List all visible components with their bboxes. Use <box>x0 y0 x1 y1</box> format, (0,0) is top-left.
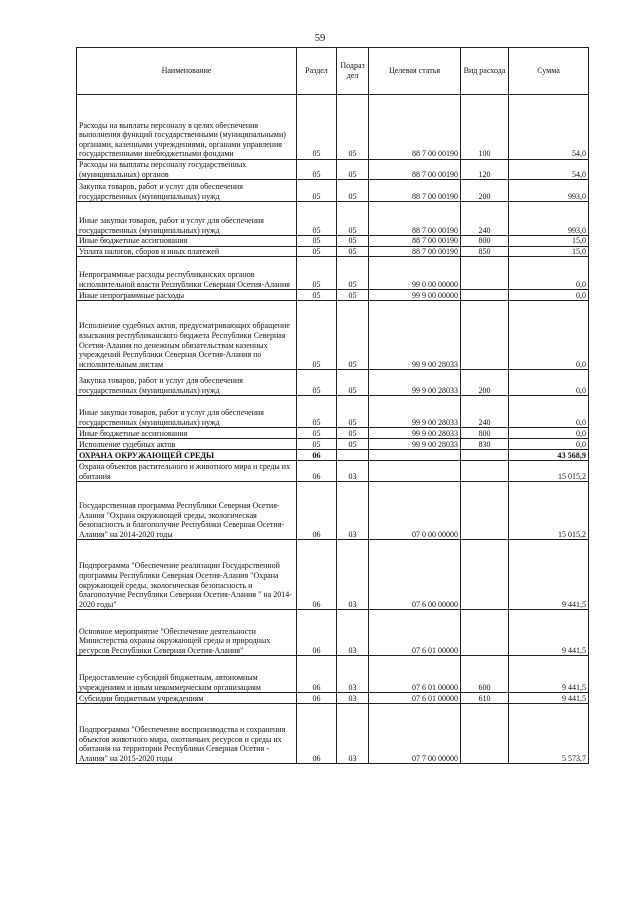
row-name: Предоставление субсидий бюджетным, автономным учреждениям и иным некоммерческим организациям <box>77 656 297 693</box>
table-row <box>77 95 589 160</box>
row-section: 05 <box>297 236 337 247</box>
row-name: Уплата налогов, сборов и иных платежей <box>77 246 297 257</box>
row-name: Расходы на выплаты персоналу государственных (муниципальных) органов <box>77 160 297 180</box>
table-row <box>77 160 589 180</box>
row-target: 88 7 00 00190 <box>369 202 461 236</box>
row-sum: 15,0 <box>509 236 589 247</box>
row-name: Подпрограмма "Обеспечение воспроизводства и сохранения объектов животного мира, охотничьих ресурсов и среды их обитания на территории Республики Северная Осетия - Алания" на 2015-2020 годы <box>77 704 297 764</box>
table-header-row <box>77 48 589 95</box>
row-target: 07 0 00 00000 <box>369 482 461 540</box>
row-subsection: 05 <box>337 370 369 396</box>
row-target: 88 7 00 00190 <box>369 160 461 180</box>
row-subsection: 05 <box>337 160 369 180</box>
row-type <box>461 482 509 540</box>
row-target: 99 9 00 00000 <box>369 290 461 301</box>
row-subsection: 05 <box>337 396 369 428</box>
row-section: 06 <box>297 461 337 482</box>
row-target <box>369 461 461 482</box>
row-target: 99 9 00 28033 <box>369 428 461 439</box>
row-type: 800 <box>461 236 509 247</box>
row-section: 05 <box>297 301 337 370</box>
row-type: 600 <box>461 656 509 693</box>
header-name: Наименование <box>77 48 297 95</box>
row-sum: 15 015,2 <box>509 461 589 482</box>
row-sum: 43 568,9 <box>509 450 589 461</box>
table-row <box>77 396 589 428</box>
budget-table <box>76 47 589 764</box>
row-name: Исполнение судебных актов, предусматривающих обращение взыскания республиканского бюджета Республики Северная Осетия-Алания по денежным обязательствам казенных учреждений Республики Северная Осетия-Алания по исполнительным листам <box>77 301 297 370</box>
row-sum: 0,0 <box>509 301 589 370</box>
row-name: Основное мероприятие "Обеспечение деятельности Министерства охраны окружающей среды и природных ресурсов Республики Северная Осетия-Алания" <box>77 610 297 656</box>
row-section: 05 <box>297 95 337 160</box>
row-name: Исполнение судебных актов <box>77 439 297 450</box>
row-type: 850 <box>461 246 509 257</box>
row-subsection: 05 <box>337 428 369 439</box>
row-target: 88 7 00 00190 <box>369 236 461 247</box>
row-sum: 15,0 <box>509 246 589 257</box>
row-section: 05 <box>297 246 337 257</box>
row-sum: 0,0 <box>509 396 589 428</box>
row-subsection: 03 <box>337 704 369 764</box>
table-row <box>77 370 589 396</box>
row-sum: 0,0 <box>509 290 589 301</box>
table-row <box>77 428 589 439</box>
row-target: 88 7 00 00190 <box>369 95 461 160</box>
table-row <box>77 482 589 540</box>
row-subsection: 05 <box>337 290 369 301</box>
row-section: 05 <box>297 160 337 180</box>
table-row <box>77 290 589 301</box>
row-subsection: 03 <box>337 461 369 482</box>
table-row <box>77 257 589 290</box>
row-type <box>461 450 509 461</box>
table-row <box>77 693 589 704</box>
table-row <box>77 610 589 656</box>
header-subsection: Подраз дел <box>337 48 369 95</box>
row-sum: 0,0 <box>509 428 589 439</box>
row-name: Охрана объектов растительного и животного мира и среды их обитания <box>77 461 297 482</box>
row-section: 06 <box>297 656 337 693</box>
row-type: 240 <box>461 202 509 236</box>
row-subsection: 05 <box>337 95 369 160</box>
row-sum: 9 441,5 <box>509 610 589 656</box>
row-subsection: 05 <box>337 180 369 202</box>
row-subsection: 03 <box>337 540 369 610</box>
row-section: 05 <box>297 202 337 236</box>
header-target: Целевая статья <box>369 48 461 95</box>
row-subsection <box>337 450 369 461</box>
header-sum: Сумма <box>509 48 589 95</box>
row-subsection: 03 <box>337 693 369 704</box>
row-section: 06 <box>297 693 337 704</box>
row-section: 06 <box>297 540 337 610</box>
row-section: 05 <box>297 428 337 439</box>
table-row <box>77 236 589 247</box>
row-name: Непрограммные расходы республиканских органов исполнительной власти Республики Северная Осетия-Алания <box>77 257 297 290</box>
row-sum: 15 015,2 <box>509 482 589 540</box>
row-name: Иные закупки товаров, работ и услуг для обеспечения государственных (муниципальных) нужд <box>77 396 297 428</box>
row-target: 99 9 00 28033 <box>369 301 461 370</box>
row-target: 99 9 00 28033 <box>369 396 461 428</box>
row-type: 200 <box>461 180 509 202</box>
row-type <box>461 461 509 482</box>
row-name: Расходы на выплаты персоналу в целях обеспечения выполнения функций государственными (муниципальными) органами, казенными учреждениями, органами управления государственными внебюджетными фондами <box>77 95 297 160</box>
row-type: 100 <box>461 95 509 160</box>
row-sum: 0,0 <box>509 439 589 450</box>
row-target: 88 7 00 00190 <box>369 180 461 202</box>
row-target: 07 6 01 00000 <box>369 693 461 704</box>
row-sum: 9 441,5 <box>509 693 589 704</box>
row-target: 88 7 00 00190 <box>369 246 461 257</box>
row-name: Субсидии бюджетным учреждениям <box>77 693 297 704</box>
row-section: 05 <box>297 396 337 428</box>
row-subsection: 03 <box>337 610 369 656</box>
row-section: 06 <box>297 450 337 461</box>
row-name: Иные бюджетные ассигнования <box>77 236 297 247</box>
row-type <box>461 301 509 370</box>
row-sum: 993,0 <box>509 202 589 236</box>
table-row <box>77 439 589 450</box>
row-name: Закупка товаров, работ и услуг для обеспечения государственных (муниципальных) нужд <box>77 370 297 396</box>
row-section: 05 <box>297 370 337 396</box>
row-sum: 993,0 <box>509 180 589 202</box>
row-target: 07 6 01 00000 <box>369 610 461 656</box>
row-name: Закупка товаров, работ и услуг для обеспечения государственных (муниципальных) нужд <box>77 180 297 202</box>
row-section: 06 <box>297 610 337 656</box>
row-type: 800 <box>461 428 509 439</box>
table-row <box>77 202 589 236</box>
row-type: 200 <box>461 370 509 396</box>
row-section: 06 <box>297 704 337 764</box>
header-section: Раздел <box>297 48 337 95</box>
row-name: Иные непрограммные расходы <box>77 290 297 301</box>
row-sum: 54,0 <box>509 160 589 180</box>
header-type: Вид расхода <box>461 48 509 95</box>
row-type: 830 <box>461 439 509 450</box>
row-target <box>369 450 461 461</box>
row-type <box>461 290 509 301</box>
row-target: 99 0 00 00000 <box>369 257 461 290</box>
row-name: Иные закупки товаров, работ и услуг для обеспечения государственных (муниципальных) нужд <box>77 202 297 236</box>
row-name: Иные бюджетные ассигнования <box>77 428 297 439</box>
page-number: 59 <box>314 33 326 44</box>
row-type: 610 <box>461 693 509 704</box>
table-row <box>77 301 589 370</box>
row-name: Подпрограмма "Обеспечение реализации Государственной программы Республики Северная Осетия-Алания "Охрана окружающей среды, экологическая безопасность и благополучие Республики Северная Осетия-Алания " на 2014-2020 годы" <box>77 540 297 610</box>
row-section: 05 <box>297 180 337 202</box>
row-sum: 0,0 <box>509 370 589 396</box>
table-row <box>77 450 589 461</box>
row-target: 99 9 00 28033 <box>369 370 461 396</box>
row-name: Государственная программа Республики Северная Осетия-Алания "Охрана окружающей среды, экологическая безопасность и благополучие Республики Северная Осетия-Алания" на 2014-2020 годы <box>77 482 297 540</box>
row-name: ОХРАНА ОКРУЖАЮЩЕЙ СРЕДЫ <box>77 450 297 461</box>
row-section: 05 <box>297 290 337 301</box>
table-row <box>77 656 589 693</box>
row-subsection: 05 <box>337 439 369 450</box>
row-sum: 0,0 <box>509 257 589 290</box>
row-target: 07 7 00 00000 <box>369 704 461 764</box>
row-subsection: 05 <box>337 257 369 290</box>
row-section: 05 <box>297 257 337 290</box>
table-row <box>77 461 589 482</box>
row-subsection: 05 <box>337 202 369 236</box>
table-row <box>77 180 589 202</box>
table-row <box>77 540 589 610</box>
row-subsection: 03 <box>337 482 369 540</box>
row-sum: 54,0 <box>509 95 589 160</box>
row-target: 07 6 00 00000 <box>369 540 461 610</box>
row-type <box>461 610 509 656</box>
row-type <box>461 704 509 764</box>
row-sum: 9 441,5 <box>509 656 589 693</box>
row-target: 07 6 01 00000 <box>369 656 461 693</box>
table-row <box>77 704 589 764</box>
row-section: 06 <box>297 482 337 540</box>
row-section: 05 <box>297 439 337 450</box>
table-row <box>77 246 589 257</box>
row-sum: 9 441,5 <box>509 540 589 610</box>
row-sum: 5 573,7 <box>509 704 589 764</box>
row-type: 240 <box>461 396 509 428</box>
row-subsection: 05 <box>337 236 369 247</box>
row-subsection: 05 <box>337 301 369 370</box>
row-type: 120 <box>461 160 509 180</box>
row-subsection: 05 <box>337 246 369 257</box>
row-target: 99 9 00 28033 <box>369 439 461 450</box>
row-subsection: 03 <box>337 656 369 693</box>
row-type <box>461 257 509 290</box>
row-type <box>461 540 509 610</box>
